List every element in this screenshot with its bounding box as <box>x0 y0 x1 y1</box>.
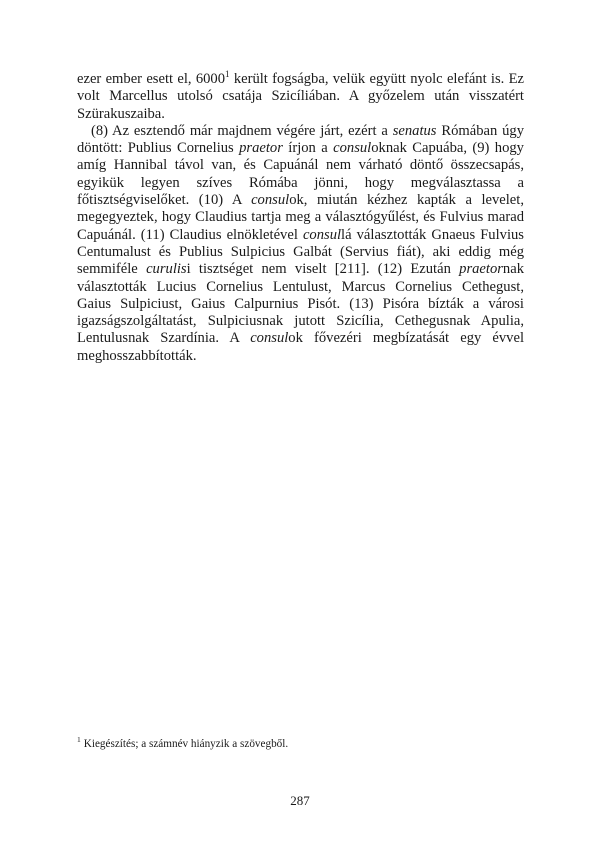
paragraph-2 <box>77 123 524 365</box>
paragraph-1 <box>77 71 524 123</box>
italic-term: praetor <box>239 140 283 157</box>
text-run: nak választották Lucius Cornelius Lentulust, Marcus Cornelius Cethegust, Gaius Sulpiciust, Gaius Calpurnius Pisót. (13) Pisóra bízták a városi igazságszolgáltatást, Sulpiciusnak jutott Szicília, Cethegusnak Apulia, Lentulusnak Szardínia. A <box>77 261 524 347</box>
italic-term: consul <box>251 192 290 209</box>
italic-term: senatus <box>392 122 437 139</box>
italic-term: curulis <box>146 261 187 278</box>
footnote-text: Kiegészítés; a számnév hiányzik a szövegből. <box>83 738 289 750</box>
italic-term: consul <box>333 140 372 157</box>
text-run: oknak Capuába, (9) hogy amíg Hannibal távol van, és Capuánál nem várható döntő összecsapás, egyikük legyen szíves Rómába jönni, hogy megválasztassa a főtisztségviselőket. (10) A <box>77 140 524 209</box>
page-number: 287 <box>290 793 310 808</box>
italic-term: praetor <box>459 261 503 278</box>
text-run: került fogságba, velük együtt nyolc elefánt is. Ez volt Marcellus utolsó csatája Szicíliában. A győzelem után visszatért Szürakuszaiba. <box>77 71 524 122</box>
text-run: ok, miután kézhez kapták a levelet, megegyeztek, hogy Claudius tartja meg a választógyűlést, és Fulvius marad Capuánál. (11) Claudius elnökletével <box>77 192 524 243</box>
text-run: Rómában úgy döntött: Publius Cornelius <box>77 122 524 157</box>
footnote <box>77 737 524 751</box>
text-run: (8) Az esztendő már majdnem végére járt, ezért a <box>91 122 393 139</box>
italic-term: consul <box>250 330 289 347</box>
text-run: i tisztséget nem viselt [211]. (12) Ezután <box>186 261 460 278</box>
italic-term: consul <box>302 226 342 243</box>
footnote-marker: 1 <box>77 735 81 745</box>
text-run: ezer ember esett el, 6000 <box>77 71 226 87</box>
text-run: írjon a <box>282 140 334 157</box>
text-run: ok fővezéri megbízatását egy évvel meghosszabbították. <box>77 330 525 364</box>
footnote-ref: 1 <box>225 69 230 80</box>
main-text <box>77 71 524 365</box>
text-run: lá választották Gnaeus Fulvius Centumalust és Publius Sulpicius Galbát (Servius fiát), aki eddig még semmiféle <box>77 226 524 278</box>
